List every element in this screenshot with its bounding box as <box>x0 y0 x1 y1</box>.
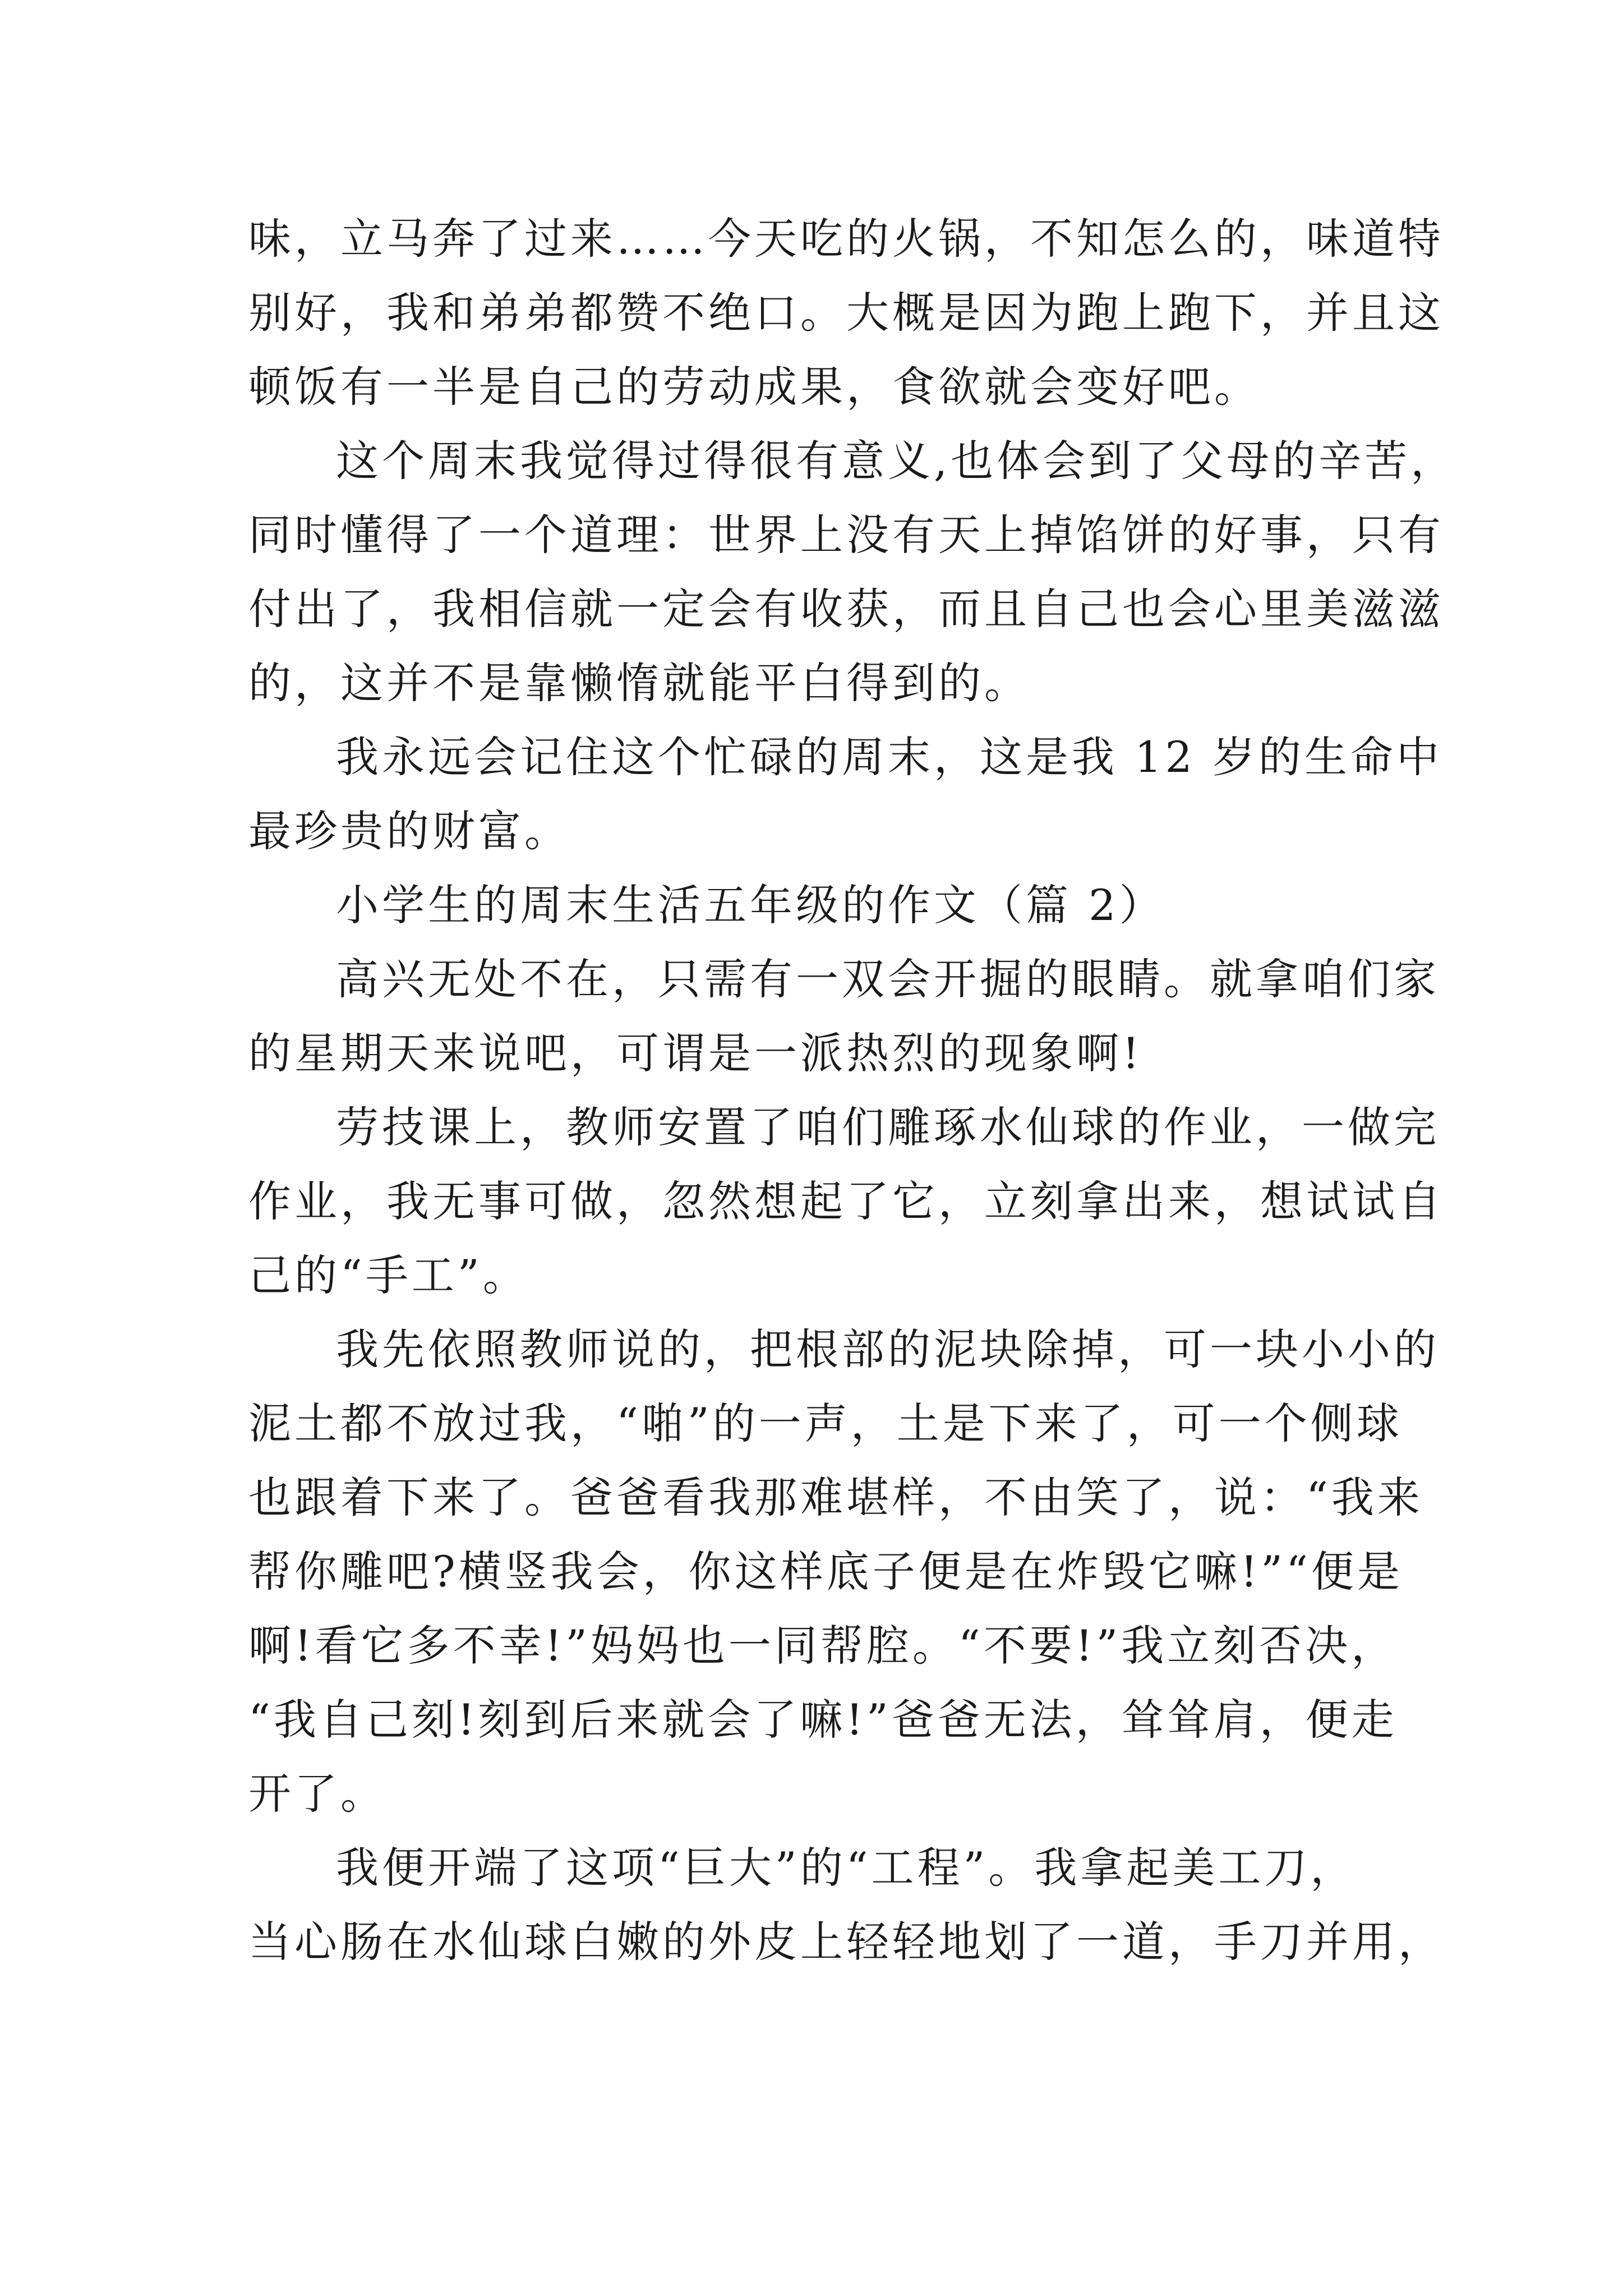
text-line: 泥土都不放过我，“啪”的一声，土是下来了，可一个侧球 <box>248 1398 1403 1448</box>
paragraph-start-line: 我先依照教师说的，把根部的泥块除掉，可一块小小的 <box>336 1324 1440 1374</box>
text-line: 啊!看它多不幸!”妈妈也一同帮腔。“不要!”我立刻否决， <box>248 1621 1398 1671</box>
paragraph-start-line: 这个周末我觉得过得很有意义,也体会到了父母的辛苦， <box>336 436 1457 486</box>
paragraph-start-line: 我永远会记住这个忙碌的周末，这是我 12 岁的生命中 <box>336 732 1443 782</box>
text-line: 开了。 <box>248 1769 386 1819</box>
text-line: 己的“手工”。 <box>248 1250 529 1300</box>
text-line: 同时懂得了一个道理：世界上没有天上掉馅饼的好事，只有 <box>248 510 1444 560</box>
text-line: 作业，我无事可做，忽然想起了它，立刻拿出来，想试试自 <box>248 1176 1444 1226</box>
essay-body <box>248 202 1457 1979</box>
text-line: 当心肠在水仙球白嫩的外皮上轻轻地划了一道，手刀并用， <box>248 1917 1444 1967</box>
paragraph-start-line: 劳技课上，教师安置了咱们雕琢水仙球的作业，一做完 <box>336 1102 1440 1152</box>
text-line: 的，这并不是靠懒惰就能平白得到的。 <box>248 658 1030 708</box>
text-line: 也跟着下来了。爸爸看我那难堪样，不由笑了，说：“我来 <box>248 1473 1423 1522</box>
paragraph-start-line: 我便开端了这项“巨大”的“工程”。我拿起美工刀， <box>336 1843 1357 1893</box>
text-line: 味，立马奔了过来……今天吃的火锅，不知怎么的，味道特 <box>248 214 1444 264</box>
section-title: 小学生的周末生活五年级的作文（篇 2） <box>336 880 1165 930</box>
text-line: “我自己刻!刻到后来就会了嘛!”爸爸无法，耸耸肩，便走 <box>248 1695 1398 1745</box>
text-line: 最珍贵的财富。 <box>248 806 570 856</box>
text-line: 别好，我和弟弟都赞不绝口。大概是因为跑上跑下，并且这 <box>248 288 1444 338</box>
paragraph-start-line: 高兴无处不在，只需有一双会开掘的眼睛。就拿咱们家 <box>336 954 1440 1004</box>
text-line: 付出了，我相信就一定会有收获，而且自己也会心里美滋滋 <box>248 584 1444 634</box>
text-line: 帮你雕吧?横竖我会，你这样底子便是在炸毁它嘛!”“便是 <box>248 1547 1403 1596</box>
text-line: 顿饭有一半是自己的劳动成果，食欲就会变好吧。 <box>248 362 1260 412</box>
text-line: 的星期天来说吧，可谓是一派热烈的现象啊! <box>248 1028 1143 1078</box>
